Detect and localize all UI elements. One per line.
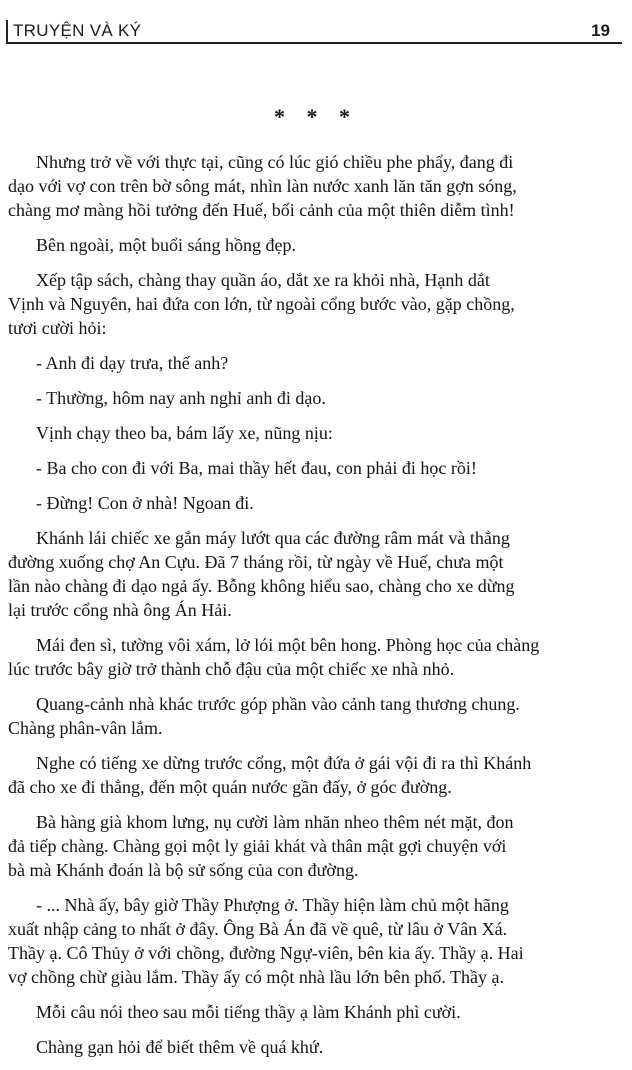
text-line: Thầy ạ. Cô Thủy ở với chồng, đường Ngự-viên, bên kia ấy. Thầy ạ. Hai xyxy=(8,943,524,963)
text-line: - Thường, hôm nay anh nghỉ anh đi dạo. xyxy=(36,388,326,408)
text-line: bà mà Khánh đoán là bộ sử sống của con đường. xyxy=(8,860,359,880)
text-line: dạo với vợ con trên bờ sông mát, nhìn làn nước xanh lăn tăn gợn sóng, xyxy=(8,176,517,196)
text-line: Bên ngoài, một buổi sáng hồng đẹp. xyxy=(36,235,296,255)
text-line: đả tiếp chàng. Chàng gọi một ly giải khát và thân mật gợi chuyện với xyxy=(8,836,507,856)
running-header-title: TRUYỆN VÀ KÝ xyxy=(13,21,142,40)
text-line: Mái đen sì, tường vôi xám, lở lói một bên hong. Phòng học của chàng xyxy=(36,635,540,655)
running-header xyxy=(6,20,622,44)
text-line: Vịnh chạy theo ba, bám lấy xe, nũng nịu: xyxy=(36,423,333,443)
text-line: Nhưng trở về với thực tại, cũng có lúc gió chiều phe phẩy, đang đi xyxy=(36,152,514,172)
paragraph xyxy=(34,456,624,480)
text-line: Vịnh và Nguyên, hai đứa con lớn, từ ngoài cổng bước vào, gặp chồng, xyxy=(8,294,515,314)
text-line: đường xuống chợ An Cựu. Đã 7 tháng rồi, từ ngày về Huế, chưa một xyxy=(8,552,504,572)
text-line: Mỗi câu nói theo sau mỗi tiếng thầy ạ làm Khánh phì cười. xyxy=(36,1002,461,1022)
section-separator: * * * xyxy=(274,104,358,129)
text-line: vợ chồng chừ giàu lắm. Thầy ấy có một nhà lầu lớn bên phố. Thầy ạ. xyxy=(8,967,505,987)
text-line: tươi cười hỏi: xyxy=(8,318,107,338)
body-text xyxy=(8,150,624,1070)
text-line: Quang-cảnh nhà khác trước góp phần vào cảnh tang thương chung. xyxy=(36,694,520,714)
text-line: Chàng gạn hỏi để biết thêm về quá khứ. xyxy=(36,1037,324,1057)
paragraph xyxy=(34,421,624,445)
paragraph xyxy=(34,233,624,257)
text-line: - Đừng! Con ở nhà! Ngoan đi. xyxy=(36,493,254,513)
paragraph xyxy=(34,386,624,410)
paragraph xyxy=(8,692,624,740)
page-number: 19 xyxy=(591,21,610,40)
paragraph xyxy=(8,893,624,989)
paragraph xyxy=(34,1000,624,1024)
paragraph xyxy=(8,810,624,882)
text-line: Bà hàng già khom lưng, nụ cười làm nhăn nheo thêm nét mặt, đon xyxy=(36,812,514,832)
paragraph xyxy=(34,491,624,515)
text-line: đã cho xe đi thẳng, đến một quán nước gần đấy, ở góc đường. xyxy=(8,777,452,797)
paragraph xyxy=(8,526,624,622)
paragraph xyxy=(34,1035,624,1059)
paragraph xyxy=(8,633,624,681)
text-line: Xếp tập sách, chàng thay quần áo, dắt xe ra khỏi nhà, Hạnh dắt xyxy=(36,270,490,290)
paragraph xyxy=(8,268,624,340)
text-line: - Ba cho con đi với Ba, mai thầy hết đau, con phải đi học rồi! xyxy=(36,458,477,478)
text-line: - ... Nhà ấy, bây giờ Thầy Phượng ở. Thầy hiện làm chủ một hãng xyxy=(36,895,509,915)
text-line: lại trước cổng nhà ông Án Hải. xyxy=(8,600,232,620)
text-line: Khánh lái chiếc xe gắn máy lướt qua các đường râm mát và thẳng xyxy=(36,528,510,548)
text-line: xuất nhập cảng to nhất ở đây. Ông Bà Án đã về quê, từ lâu ở Vân Xá. xyxy=(8,919,508,939)
paragraph xyxy=(34,351,624,375)
text-line: Nghe có tiếng xe dừng trước cổng, một đứa ở gái vội đi ra thì Khánh xyxy=(36,753,532,773)
text-line: Chàng phân-vân lắm. xyxy=(8,718,163,738)
text-line: lúc trước bây giờ trở thành chỗ đậu của một chiếc xe nhà nhỏ. xyxy=(8,659,455,679)
paragraph xyxy=(8,150,624,222)
text-line: chàng mơ màng hồi tưởng đến Huế, bối cảnh của một thiên diễm tình! xyxy=(8,200,515,220)
text-line: lần nào chàng đi dạo ngả ấy. Bỗng không hiểu sao, chàng cho xe dừng xyxy=(8,576,515,596)
text-line: - Anh đi dạy trưa, thế anh? xyxy=(36,353,229,373)
paragraph xyxy=(8,751,624,799)
